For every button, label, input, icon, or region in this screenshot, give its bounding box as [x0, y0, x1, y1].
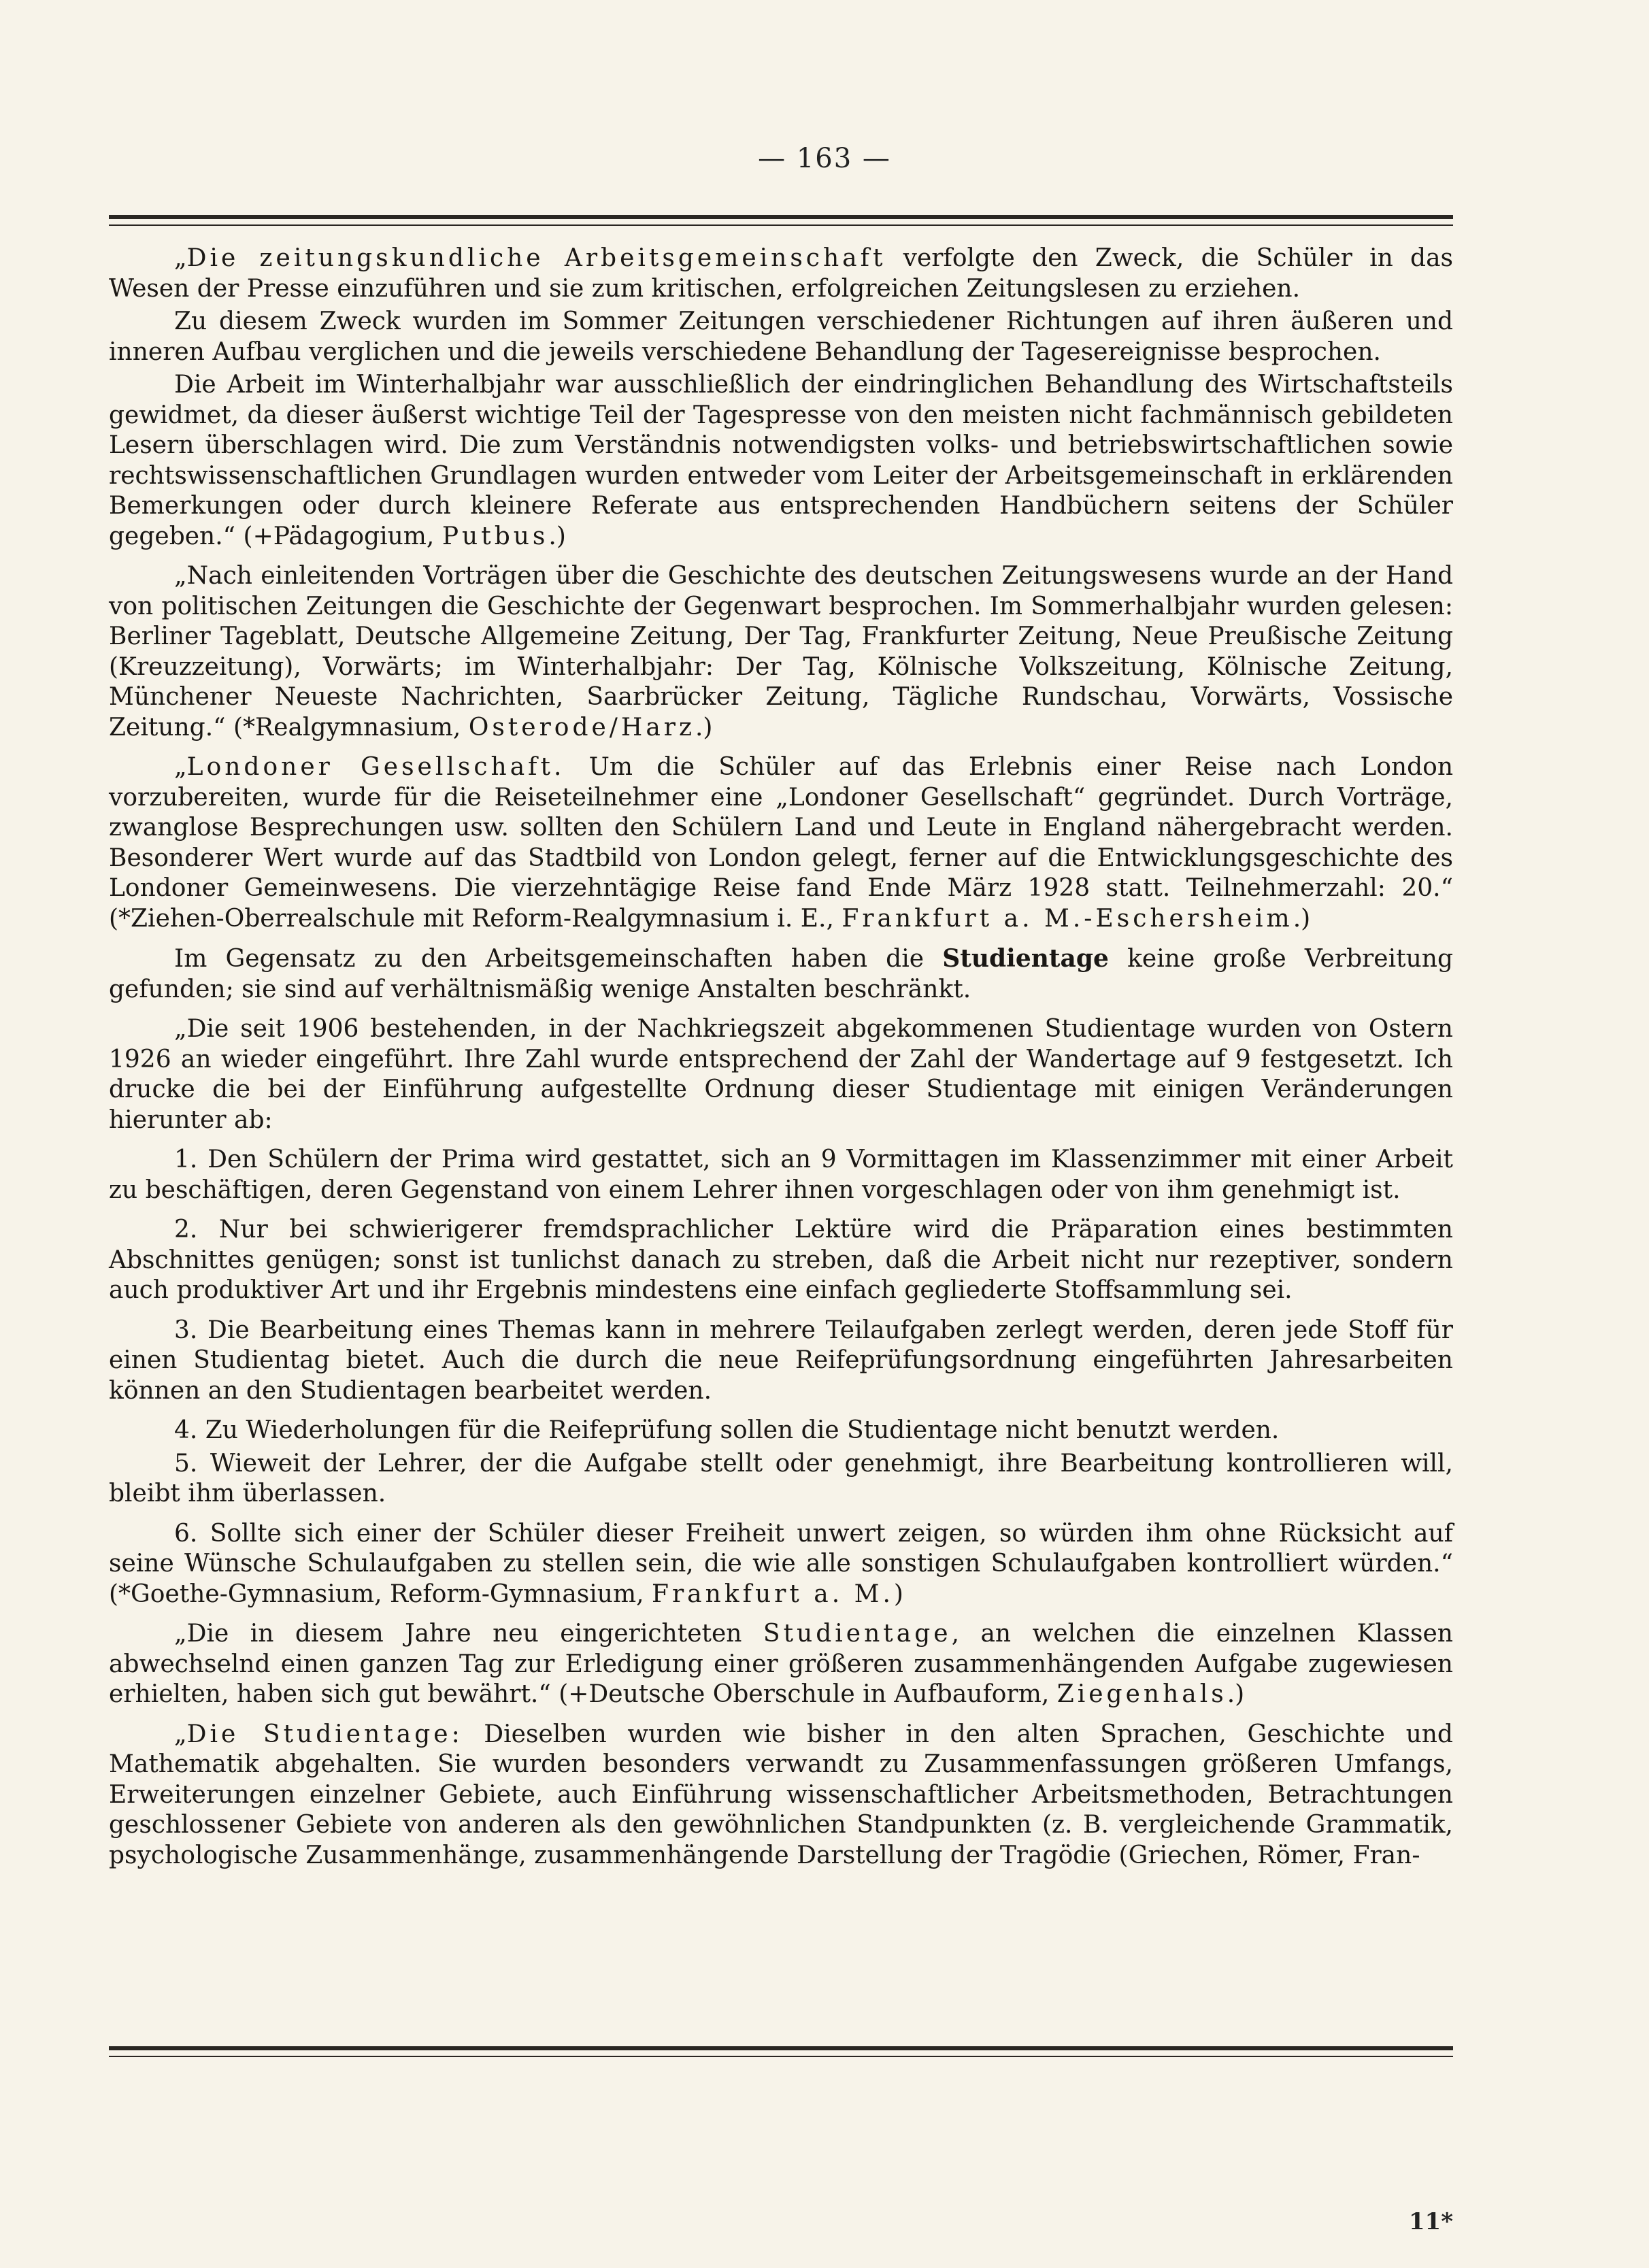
paragraph-winter — [109, 370, 1453, 552]
source-citation: (*Goethe-Gymnasium, Reform-Gymnasium, — [109, 1580, 652, 1608]
paragraph-text: Im Gegensatz zu den Arbeitsgemeinschaften haben die — [174, 945, 943, 973]
header-rule-thin — [109, 224, 1453, 226]
source-suffix: .) — [1227, 1680, 1245, 1708]
list-item-2 — [109, 1215, 1453, 1306]
paragraph-text: Die Arbeit im Winterhalbjahr war ausschließlich der eindringlichen Behandlung des Wirtschaftsteils gewidmet, da dieser äußerst wichtige Teil der Tagespresse von den meisten nicht fachmännisch gebildeten Lesern überschlagen wird. Die zum Verständnis notwendigsten volks- und betriebswirtschaftlichen sowie rechtswissenschaftlichen Grundlagen wurden entweder vom Leiter der Arbeitsgemeinschaft in erklärenden Bemerkungen oder durch kleinere Referate aus entsprechenden Handbüchern seitens der Schüler gegeben.“ — [109, 371, 1453, 550]
list-item-text: 2. Nur bei schwierigerer fremdsprachlicher Lektüre wird die Präparation eines bestimmten Abschnittes genügen; sonst ist tunlichst danach zu streben, daß die Arbeit nicht nur rezeptiver, sondern auch produktiver Art und ihr Ergebnis mindestens eine einfach gegliederte Stoffsammlung sei. — [109, 1216, 1453, 1304]
paragraph-zeitungskunde — [109, 244, 1453, 304]
list-item-text: 5. Wieweit der Lehrer, der die Aufgabe stellt oder genehmigt, ihre Bearbeitung kontrollieren will, bleibt ihm überlassen. — [109, 1449, 1453, 1507]
paragraph-text: „Nach einleitenden Vorträgen über die Geschichte des deutschen Zeitungswesens wurde an der Hand von politischen Zeitungen die Geschichte der Gegenwart besprochen. Im Sommerhalbjahr wurden gelesen: Berliner Tageblatt, Deutsche Allgemeine Zeitung, Der Tag, Frankfurter Zeitung, Neue Preußische Zeitung (Kreuzzeitung), Vorwärts; im Winterhalbjahr: Der Tag, Kölnische Volkszeitung, Kölnische Zeitung, Münchener Neueste Nachrichten, Saarbrücker Zeitung, Tägliche Rundschau, Vorwärts, Vossische Zeitung.“ — [109, 562, 1453, 741]
list-item-6 — [109, 1519, 1453, 1610]
paragraph-term: Die Studientage: — [186, 1720, 463, 1748]
paragraph-sommer — [109, 307, 1453, 367]
paragraph-open-quote: „ — [174, 244, 187, 272]
source-place: Frankfurt a. M. — [651, 1580, 894, 1608]
source-suffix: .) — [695, 713, 713, 741]
list-item-1 — [109, 1145, 1453, 1205]
paragraph-term: Londoner Gesellschaft. — [186, 753, 565, 781]
source-suffix: .) — [1293, 904, 1311, 933]
paragraph-studientage-intro — [109, 944, 1453, 1005]
paragraph-studientage-neu — [109, 1619, 1453, 1710]
list-item-3 — [109, 1316, 1453, 1407]
list-item-text: 6. Sollte sich einer der Schüler dieser Freiheit unwert zeigen, so würden ihm ohne Rücksicht auf seine Wünsche Schulaufgaben zu stellen sein, die wie alle sonstigen Schulaufgaben kontrolliert würden.“ — [109, 1519, 1453, 1578]
paragraph-studientage-1906 — [109, 1014, 1453, 1135]
footer-rule-thin — [109, 2056, 1453, 2057]
source-place: Osterode/Harz — [468, 713, 695, 741]
list-item-text: 1. Den Schülern der Prima wird gestattet, sich an 9 Vormittagen im Klassenzimmer mit einer Arbeit zu beschäftigen, deren Gegenstand von einem Lehrer ihnen vorgeschlagen oder von ihm genehmigt ist. — [109, 1146, 1453, 1204]
list-item-5 — [109, 1449, 1453, 1510]
footer-rule-thick — [109, 2046, 1453, 2050]
page-number: — 163 — — [758, 143, 891, 174]
paragraph-term: Studientage — [763, 1620, 952, 1648]
paragraph-text: „Die in diesem Jahre neu eingerichteten — [174, 1620, 763, 1648]
source-citation: (*Ziehen-Oberrealschule mit Reform-Realgymnasium i. E., — [109, 904, 842, 933]
paragraph-term: Die zeitungskundliche Arbeitsgemeinschaft — [186, 244, 886, 272]
paragraph-zeitungswesen — [109, 561, 1453, 743]
paragraph-text: Dieselben wurden wie bisher in den alten Sprachen, Geschichte und Mathematik abgehalten. Sie wurden besonders verwandt zu Zusammenfassungen größeren Umfangs, Erweiterungen einzelner Gebiete, auch Einführung wissenschaftlicher Arbeitsmethoden, Betrachtungen geschlossener Gebiete von anderen als den gewöhnlichen Standpunkten (z. B. vergleichende Grammatik, psychologische Zusammenhänge, zusammenhängende Darstellung der Tragödie (Griechen, Römer, Fran- — [109, 1720, 1453, 1869]
paragraph-text: „Die seit 1906 bestehenden, in der Nachkriegszeit abgekommenen Studientage wurden von Ostern 1926 an wieder eingeführt. Ihre Zahl wurde entsprechend der Zahl der Wandertage auf 9 festgesetzt. Ich drucke die bei der Einführung aufgestellte Ordnung dieser Studientage mit einigen Veränderungen hierunter ab: — [109, 1015, 1453, 1134]
paragraph-open-quote: „ — [174, 1720, 187, 1748]
source-place: Putbus — [442, 522, 549, 550]
paragraph-text: keine große Verbreitung gefunden; sie sind auf verhältnismäßig wenige Anstalten beschränkt. — [109, 945, 1453, 1003]
signature-mark: 11* — [1408, 2208, 1453, 2235]
paragraph-text: Zu diesem Zweck wurden im Sommer Zeitungen verschiedener Richtungen auf ihren äußeren und inneren Aufbau verglichen und die jeweils verschiedene Behandlung der Tagesereignisse besprochen. — [109, 307, 1453, 366]
header-rule-thick — [109, 215, 1453, 219]
list-item-text: 4. Zu Wiederholungen für die Reifeprüfung sollen die Studientage nicht benutzt werden. — [174, 1416, 1280, 1444]
paragraph-text: Um die Schüler auf das Erlebnis einer Reise nach London vorzubereiten, wurde für die Reiseteilnehmer eine „Londoner Gesellschaft“ gegründet. Durch Vorträge, zwanglose Besprechungen usw. sollten den Schülern Land und Leute in England nähergebracht werden. Besonderer Wert wurde auf das Stadtbild von London gelegt, ferner auf die Entwicklungsgeschichte des Londoner Gemeinwesens. Die vierzehntägige Reise fand Ende März 1928 statt. Teilnehmerzahl: 20.“ — [109, 753, 1453, 902]
source-place: Frankfurt a. M.-Eschersheim — [842, 904, 1293, 933]
paragraph-open-quote: „ — [174, 753, 187, 781]
source-suffix: .) — [548, 522, 566, 550]
paragraph-studientage-sprachen — [109, 1720, 1453, 1871]
source-place: Ziegenhals — [1056, 1680, 1227, 1708]
source-suffix: ) — [893, 1580, 903, 1608]
list-item-text: 3. Die Bearbeitung eines Themas kann in mehrere Teilaufgaben zerlegt werden, deren jede Stoff für einen Studientag bietet. Auch die durch die neue Reifeprüfungsordnung eingeführten Jahresarbeiten können an den Studientagen bearbeitet werden. — [109, 1316, 1453, 1405]
source-citation: (*Realgymnasium, — [233, 713, 469, 741]
list-item-4 — [109, 1416, 1453, 1446]
paragraph-text: verfolgte den Zweck, die Schüler in das Wesen der Presse einzuführen und sie zum kritischen, erfolgreichen Zeitungslesen zu erziehen. — [109, 244, 1454, 303]
page-body — [109, 244, 1453, 1880]
paragraph-bold-term: Studientage — [942, 944, 1109, 973]
paragraph-text: , an welchen die einzelnen Klassen abwechselnd einen ganzen Tag zur Erledigung einer größeren zusammenhängenden Aufgabe zugewiesen erhielten, haben sich gut bewährt.“ (+Deutsche Oberschule in Aufbauform, — [109, 1620, 1453, 1708]
paragraph-londoner-gesellschaft — [109, 752, 1453, 934]
source-citation: (+Pädagogium, — [243, 522, 442, 550]
